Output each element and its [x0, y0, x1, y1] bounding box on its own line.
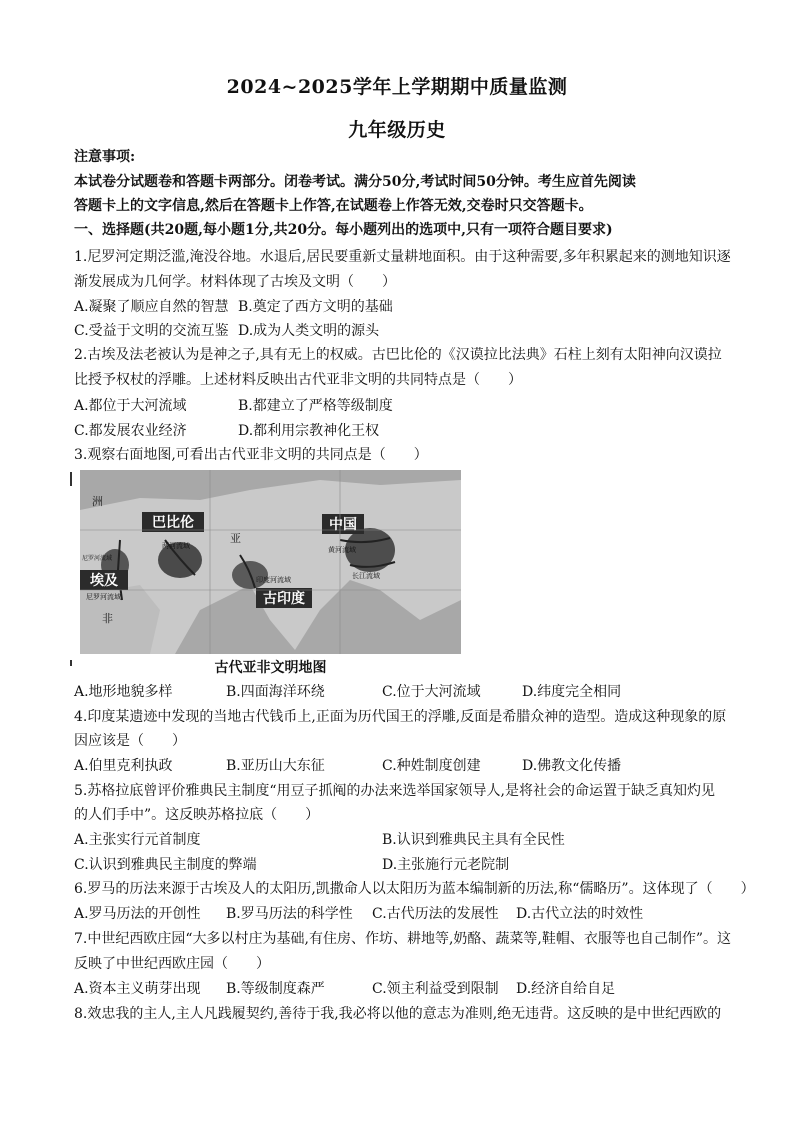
question-2-options-2	[74, 419, 734, 443]
option-a: A.伯里克利执政	[74, 758, 173, 774]
question-4-text-line1: 4.印度某遗迹中发现的当地古代钱币上,正面为历代国王的浮雕,反面是希腊众神的造型。造成这种现象的原	[74, 709, 727, 725]
option-d: D.纬度完全相同	[522, 684, 622, 700]
section-heading: 一、选择题(共20题,每小题1分,共20分。每小题列出的选项中,只有一项符合题目要求)	[74, 222, 613, 238]
option-b: B.认识到雅典民主具有全民性	[382, 832, 565, 848]
option-b: B.都建立了严格等级制度	[238, 398, 393, 414]
option-c: C.认识到雅典民主制度的弊端	[74, 857, 257, 873]
question-3-options	[74, 680, 734, 704]
question-1-options-2	[74, 319, 734, 343]
option-c: C.位于大河流域	[382, 684, 481, 700]
option-c: C.古代历法的发展性	[372, 906, 499, 922]
babylon-label: 巴比伦	[152, 515, 194, 531]
question-2-text-line2: 比授予权杖的浮雕。上述材料反映出古代亚非文明的共同特点是（ ）	[74, 372, 522, 388]
question-5-options	[74, 828, 734, 852]
option-c: C.种姓制度创建	[382, 758, 481, 774]
option-d: D.古代立法的时效性	[516, 906, 644, 922]
question-5-text-line2: 的人们手中”。这反映苏格拉底（ ）	[74, 807, 320, 823]
option-a: A.凝聚了顺应自然的智慧	[74, 299, 229, 315]
option-b: B.等级制度森严	[226, 981, 325, 997]
question-6-text: 6.罗马的历法来源于古埃及人的太阳历,凯撒命人以太阳历为蓝本编制新的历法,称“儒略历”。这体现了（ ）	[74, 881, 755, 897]
question-7-options	[74, 977, 734, 1001]
exam-subject: 九年级历史	[348, 119, 446, 141]
scan-mark	[70, 472, 72, 486]
question-2-options	[74, 394, 734, 418]
notice-heading: 注意事项:	[74, 149, 136, 165]
question-8-text: 8.效忠我的主人,主人凡践履契约,善待于我,我必将以他的意志为准则,绝无违背。这反映的是中世纪西欧的	[74, 1006, 722, 1022]
option-b: B.罗马历法的科学性	[226, 906, 353, 922]
question-5-text-line1: 5.苏格拉底曾评价雅典民主制度“用豆子抓阄的办法来选举国家领导人,是将社会的命运置于缺乏真知灼见	[74, 783, 715, 799]
india-label: 古印度	[263, 591, 305, 607]
river-label: 尼罗河流域	[86, 593, 121, 601]
option-a: A.都位于大河流域	[74, 398, 187, 414]
question-4-options	[74, 754, 734, 778]
option-b: B.奠定了西方文明的基础	[238, 299, 393, 315]
option-a: A.资本主义萌芽出现	[74, 981, 201, 997]
map-graphic	[80, 470, 461, 654]
question-5-options-2	[74, 853, 734, 877]
option-c: C.受益于文明的交流互鉴	[74, 323, 229, 339]
notice-line-1: 本试卷分试题卷和答题卡两部分。闭卷考试。满分50分,考试时间50分钟。考生应首先阅读	[74, 174, 636, 190]
option-b: B.亚历山大东征	[226, 758, 325, 774]
question-2-text-line1: 2.古埃及法老被认为是神之子,具有无上的权威。古巴比伦的《汉谟拉比法典》石柱上刻有太阳神向汉谟拉	[74, 347, 722, 363]
option-d: D.主张施行元老院制	[382, 857, 510, 873]
option-a: A.罗马历法的开创性	[74, 906, 201, 922]
continent-label: 非	[102, 612, 113, 625]
question-7-text-line2: 反映了中世纪西欧庄园（ ）	[74, 956, 270, 972]
question-4-text-line2: 因应该是（ ）	[74, 733, 186, 749]
question-3-text: 3.观察右面地图,可看出古代亚非文明的共同点是（ ）	[74, 447, 428, 463]
question-1-options	[74, 295, 734, 319]
option-d: D.成为人类文明的源头	[238, 323, 380, 339]
continent-label: 亚	[230, 532, 241, 545]
continent-label: 洲	[92, 495, 103, 508]
map-caption: 古代亚非文明地图	[214, 660, 327, 676]
river-label: 尼罗河流域	[82, 555, 113, 562]
egypt-label: 埃及	[90, 573, 118, 589]
notice-line-2: 答题卡上的文字信息,然后在答题卡上作答,在试题卷上作答无效,交卷时只交答题卡。	[74, 198, 593, 214]
scan-mark	[70, 660, 72, 666]
option-d: D.经济自给自足	[516, 981, 616, 997]
question-1-text-line1: 1.尼罗河定期泛滥,淹没谷地。水退后,居民要重新丈量耕地面积。由于这种需要,多年积累起来的测地知识逐	[74, 249, 731, 265]
river-label: 两河流域	[162, 542, 190, 550]
option-c: C.领主利益受到限制	[372, 981, 499, 997]
exam-title: 2024~2025学年上学期期中质量监测	[226, 76, 568, 98]
ancient-civilizations-map	[80, 470, 461, 654]
river-label: 印度河流域	[256, 576, 291, 584]
option-d: D.都利用宗教神化王权	[238, 423, 380, 439]
question-7-text-line1: 7.中世纪西欧庄园“大多以村庄为基础,有住房、作坊、耕地等,奶酪、蔬菜等,鞋帽、衣服等也自己制作”。这	[74, 931, 732, 947]
china-label: 中国	[329, 517, 357, 533]
river-label: 黄河流域	[328, 546, 356, 554]
question-1-text-line2: 渐发展成为几何学。材料体现了古埃及文明（ ）	[74, 274, 396, 290]
option-c: C.都发展农业经济	[74, 423, 187, 439]
option-b: B.四面海洋环绕	[226, 684, 325, 700]
option-a: A.主张实行元首制度	[74, 832, 201, 848]
option-a: A.地形地貌多样	[74, 684, 173, 700]
option-d: D.佛教文化传播	[522, 758, 622, 774]
question-6-options	[74, 902, 734, 926]
river-label: 长江流域	[352, 572, 380, 580]
